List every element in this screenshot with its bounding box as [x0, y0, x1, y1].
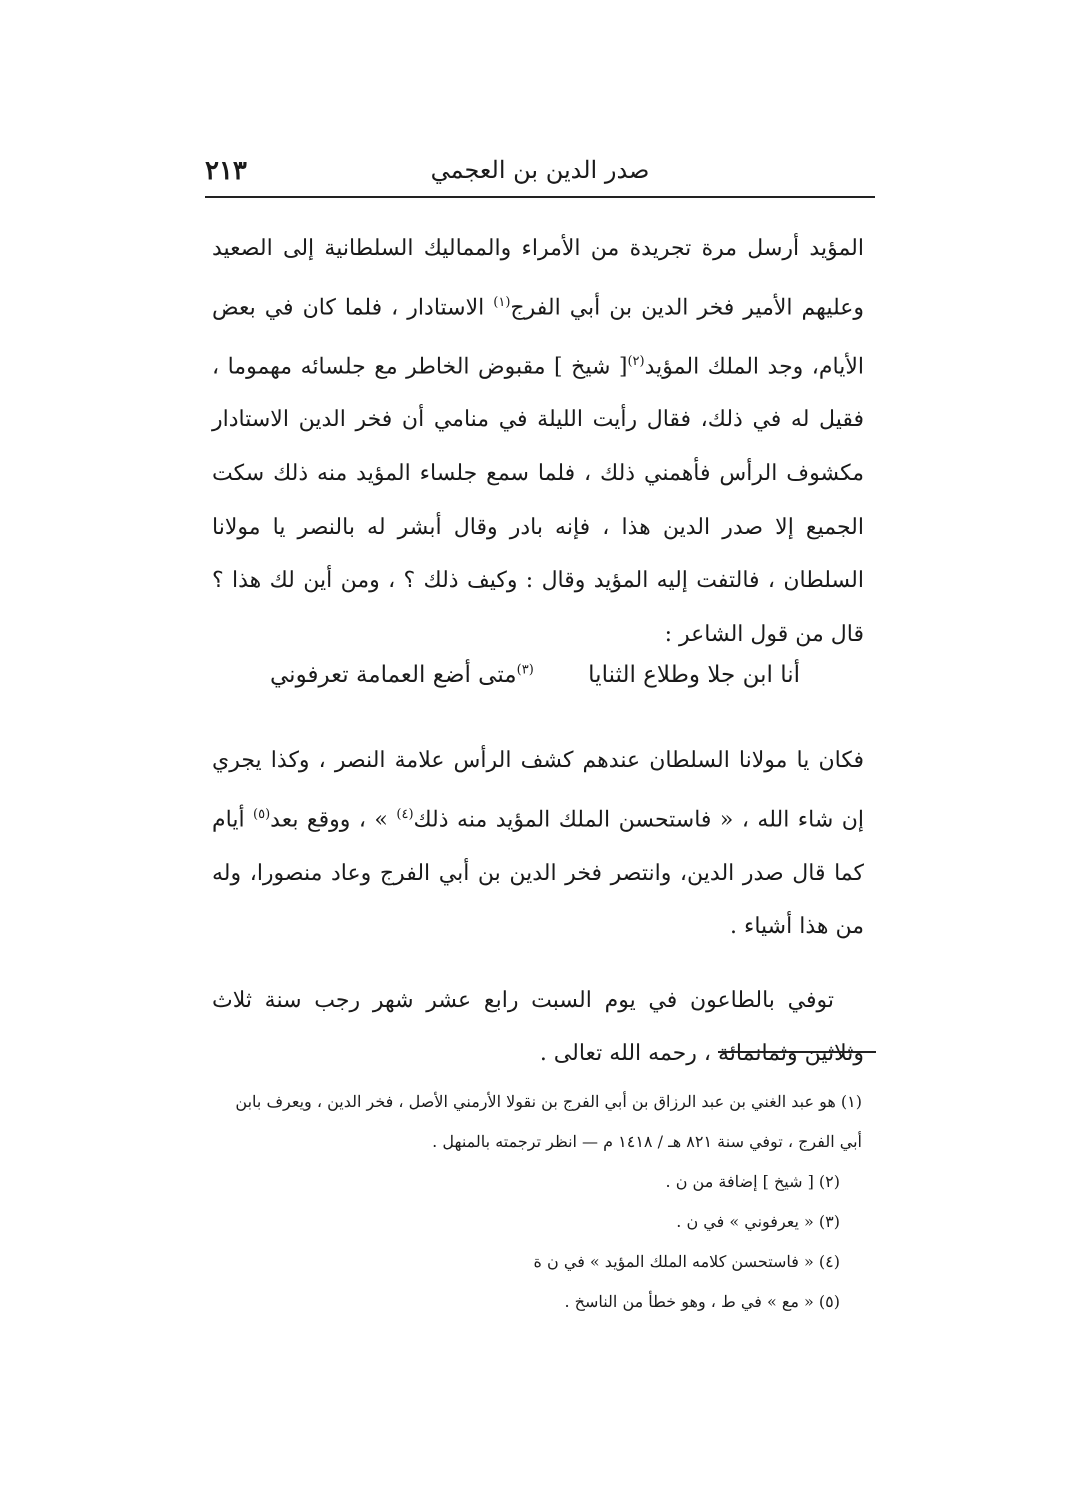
para2-text: فكان يا مولانا السلطان عندهم كشف الرأس علامة النصر ، وكذا يجري إن شاء الله ، « فاستحسن الملك المؤيد منه ذلك: [212, 748, 864, 832]
header-rule: [205, 196, 875, 198]
footnote-2: (٢) [ شيخ ] إضافة من ن .: [665, 1172, 840, 1191]
footnotes: [212, 1082, 862, 1322]
para1-text-b: الاستادار ، فلما كان في بعض الأيام، وجد الملك المؤيد: [212, 294, 864, 379]
running-title: صدر الدين بن العجمي: [430, 156, 650, 184]
para2-text-c: أيام كما قال صدر الدين، وانتصر فخر الدين بن أبي الفرج وعاد منصورا، وله من هذا أشياء .: [212, 806, 864, 940]
footnote-ref-5: (٥): [253, 806, 271, 822]
paragraph-2: [212, 734, 864, 954]
page-header: [205, 152, 875, 192]
verse: [270, 662, 800, 712]
footnote-1: (١) هو عبد الغني بن عبد الرزاق بن أبي الفرج بن نقولا الأرمني الأصل ، فخر الدين ، ويعرف بابن أبي الفرج ، توفي سنة ٨٢١ هـ / ١٤١٨ م — انظر ترجمته بالمنهل .: [235, 1092, 862, 1151]
page-number: ٢١٣: [205, 156, 247, 186]
footnote-ref-3: (٣): [516, 662, 534, 678]
paragraph-3: توفي بالطاعون في يوم السبت رابع عشر شهر رجب سنة ثلاث وثلاثين وثمانمائة ، رحمه الله تعالى .: [212, 987, 864, 1067]
main-text: [212, 222, 864, 661]
verse-second-text: متى أضع العمامة تعرفوني: [270, 662, 517, 688]
footnote-ref-2: (٢): [627, 353, 645, 369]
para2-text-b: » ، ووقع بعد: [270, 806, 397, 832]
para1-text: المؤيد أرسل مرة تجريدة من الأمراء والمماليك السلطانية إلى الصعيد وعليهم الأمير فخر الدين بن أبي الفرج: [212, 236, 864, 320]
verse-second-hemistich: [270, 662, 534, 688]
footnote-4: (٤) « فاستحسن كلامه الملك المؤيد » في ن ة: [533, 1252, 840, 1271]
footnote-ref-4: (٤): [396, 806, 414, 822]
verse-first-hemistich: أنا ابن جلا وطلاع الثنايا: [588, 662, 800, 688]
main-text-continued: [212, 734, 864, 1081]
footnote-5: (٥) « مع » في ط ، وهو خطأ من الناسخ .: [564, 1292, 840, 1311]
footnote-ref-1: (١): [493, 294, 511, 310]
footnote-3: (٣) « يعرفوني » في ن .: [676, 1212, 840, 1231]
paragraph-1: [212, 222, 864, 661]
para1-text-c: [ شيخ ] مقبوض الخاطر مع جلسائه مهموما ، فقيل له في ذلك، فقال رأيت الليلة في منامي أن فخر الدين الاستادار مكشوف الرأس فأهمني ذلك ، فلما سمع جلساء المؤيد منه ذلك سكت الجميع إلا صدر الدين هذا ، فإنه بادر وقال أبشر له بالنصر يا مولانا السلطان ، فالتفت إليه المؤيد وقال : وكيف ذلك ؟ ، ومن أين لك هذا ؟ قال من قول الشاعر :: [212, 353, 864, 647]
footnote-rule: [718, 1051, 876, 1053]
